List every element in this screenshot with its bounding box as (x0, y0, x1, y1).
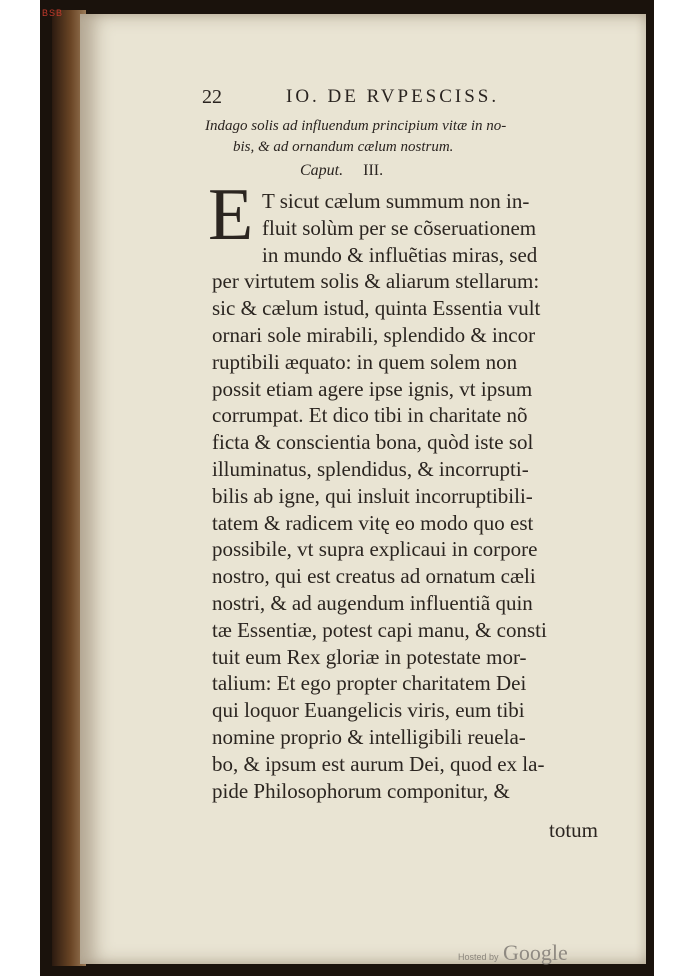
caput-number: III. (363, 162, 384, 179)
page-number: 22 (202, 86, 222, 108)
text-line: ficta & conscientia bona, quòd iste sol (212, 430, 534, 455)
text-line: possibile, vt supra explicaui in corpore (212, 537, 538, 562)
chapter-heading-line: Indago solis ad influendum principium vitæ in no- (205, 118, 507, 134)
text-line: ornari sole mirabili, splendido & incor (212, 322, 536, 347)
text-line: per virtutem solis & aliarum stellarum: (212, 269, 540, 294)
text-line: fluit solùm per se cõseruationem (262, 215, 537, 240)
google-logo: Google (502, 940, 568, 965)
text-line: tæ Essentiæ, potest capi manu, & consti (212, 617, 547, 642)
hosted-by-watermark (458, 940, 568, 966)
library-mark: BSB (42, 8, 64, 18)
text-line: bo, & ipsum est aurum Dei, quod ex la- (212, 751, 545, 776)
text-line: illuminatus, splendidus, & incorrupti- (212, 456, 529, 481)
text-line: possit etiam agere ipse ignis, vt ipsum (212, 376, 533, 401)
text-line: nostri, & ad augendum influentiã quin (212, 590, 533, 615)
chapter-number (300, 162, 383, 180)
text-line: nomine proprio & intelligibili reuela- (212, 724, 526, 749)
drop-cap-initial: E (208, 174, 254, 256)
text-line: in mundo & influẽtias miras, sed (262, 242, 538, 267)
chapter-heading-line: bis, & ad ornandum cælum nostrum. (233, 139, 454, 155)
hosted-by-label: Hosted by (458, 952, 499, 962)
running-title: IO. DE RVPESCISS. (286, 86, 500, 107)
text-line: talium: Et ego propter charitatem Dei (212, 671, 527, 696)
text-line: tatem & radicem vitę eo modo quo est (212, 510, 534, 535)
text-line: T sicut cælum summum non in- (262, 189, 530, 213)
text-line: nostro, qui est creatus ad ornatum cæli (212, 564, 536, 589)
text-line: pide Philosophorum componitur, & (212, 778, 510, 803)
text-line: qui loquor Euangelicis viris, eum tibi (212, 698, 525, 723)
text-line: bilis ab igne, qui insluit incorruptibili- (212, 483, 533, 508)
text-line: tuit eum Rex gloriæ in potestate mor- (212, 644, 527, 669)
body-text (212, 188, 622, 804)
text-line: sic & cælum istud, quinta Essentia vult (212, 296, 541, 321)
text-line: ruptibili æquato: in quem solem non (212, 349, 518, 374)
text-line: corrumpat. Et dico tibi in charitate nõ (212, 403, 528, 428)
catchword: totum (549, 818, 599, 842)
chapter-heading (205, 116, 625, 158)
caput-label: Caput. (300, 162, 344, 179)
page-header (200, 86, 620, 114)
